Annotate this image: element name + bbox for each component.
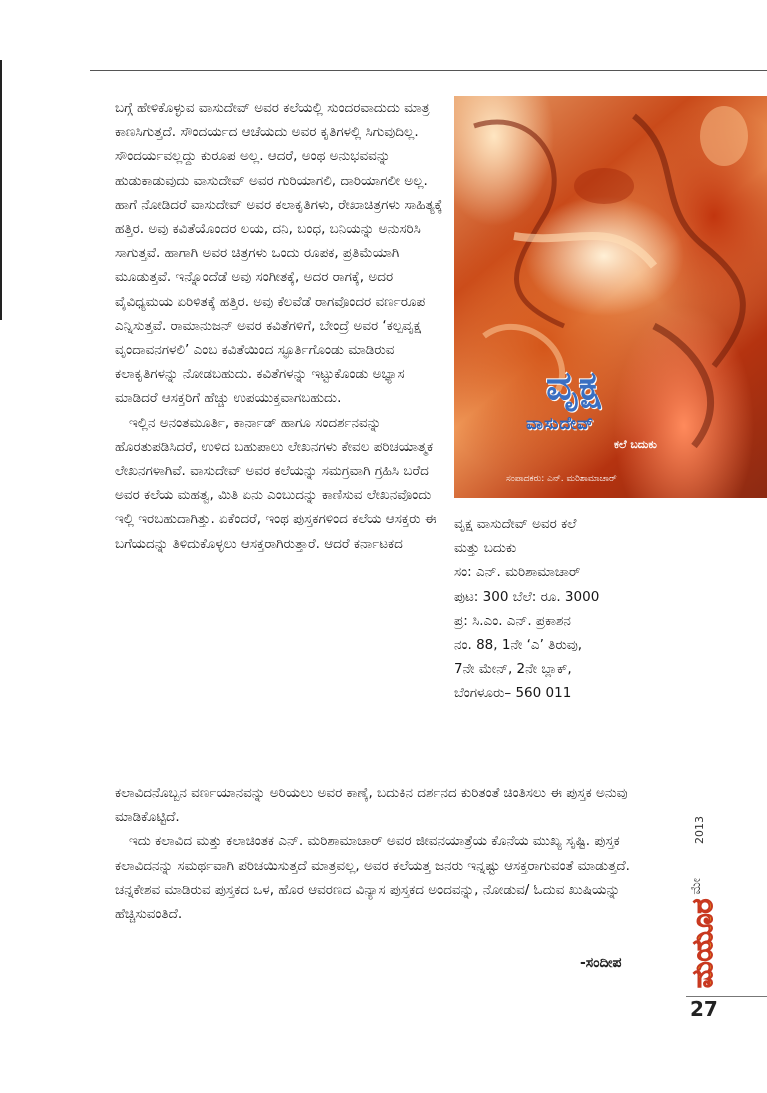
author-signature: -ಸಂದೀಪ: [580, 955, 622, 971]
page-edge-mark: [0, 60, 2, 320]
book-address-line-1: ನಂ. 88, 1ನೇ ‘ಎ’ ತಿರುವು,: [454, 637, 583, 654]
top-divider: [90, 70, 767, 71]
article-paragraph-3: ಕಲಾವಿದನೊಬ್ಬನ ವರ್ಣಯಾನವನ್ನು ಅರಿಯಲು ಅವರ ಕಾಣ್ಕೆ, ಬದುಕಿನ ದರ್ಶನದ ಕುರಿತಂತೆ ಚಿಂತಿಸಲು ಈ ಪುಸ್ತಕ ಅನುವು ಮಾಡಿಕೊಟ್ಟಿದೆ.: [115, 785, 628, 826]
cover-title: ವೃಕ್ಷ: [546, 362, 601, 409]
book-details: [454, 512, 704, 706]
book-pages-price: ಪುಟ: 300 ಬೆಲೆ: ರೂ. 3000: [454, 588, 600, 605]
book-address-line-2: 7ನೇ ಮೇನ್, 2ನೇ ಬ್ಲಾಕ್,: [454, 661, 572, 678]
book-title-line-2: ಮತ್ತು ಬದುಕು: [454, 540, 517, 557]
article-paragraph-2: ಇಲ್ಲಿನ ಅನಂತಮೂರ್ತಿ, ಕಾರ್ನಾಡ್ ಹಾಗೂ ಸಂದರ್ಶನವನ್ನು ಹೊರತುಪಡಿಸಿದರೆ, ಉಳಿದ ಬಹುಪಾಲು ಲೇಖನಗಳು ಕೇವಲ ಪರಿಚಯಾತ್ಮಕ ಲೇಖನಗಳಾಗಿವೆ. ವಾಸುದೇವ್ ಅವರ ಕಲೆಯನ್ನು ಸಮಗ್ರವಾಗಿ ಗ್ರಹಿಸಿ ಬರೆದ ಅವರ ಕಲೆಯ ಮಹತ್ವ, ಮಿತಿ ಏನು ಎಂಬುದನ್ನು ಕಾಣಿಸುವ ಲೇಖನವೊಂದು ಇಲ್ಲಿ ಇರಬಹುದಾಗಿತ್ತು. ಏಕೆಂದರೆ, ಇಂಥ ಪುಸ್ತಕಗಳಿಂದ ಕಲೆಯ ಆಸಕ್ತರು ಈ ಬಗೆಯದನ್ನು ತಿಳಿದುಕೊಳ್ಳಲು ಆಸಕ್ತರಾಗಿರುತ್ತಾರೆ. ಆದರೆ ಕರ್ನಾಟಕದ: [115, 414, 437, 552]
book-cover-image: [454, 96, 767, 498]
cover-editor: ಸಂಪಾದಕರು: ಎನ್. ಮರಿಶಾಮಾಚಾರ್: [506, 474, 617, 484]
book-address-line-3: ಬೆಂಗಳೂರು– 560 011: [454, 685, 572, 702]
book-title-line-1: ವೃಕ್ಷ ವಾಸುದೇವ್ ಅವರ ಕಲೆ: [454, 516, 577, 532]
page-number: 27: [690, 997, 718, 1021]
issue-month: ಮೇ: [689, 878, 704, 895]
book-editor: ಸಂ: ಎನ್. ಮರಿಶಾಮಾಚಾರ್: [454, 564, 581, 581]
book-publisher: ಪ್ರ: ಸಿ.ಎಂ. ಎನ್. ಪ್ರಕಾಶನ: [454, 612, 571, 629]
cover-tagline: ಕಲೆ ಬದುಕು: [614, 438, 657, 451]
article-wide-section: [115, 781, 660, 926]
issue-year: 2013: [693, 816, 706, 844]
cover-artwork: [454, 96, 767, 498]
article-paragraph-4: ಇದು ಕಲಾವಿದ ಮತ್ತು ಕಲಾಚಿಂತಕ ಎನ್. ಮರಿಶಾಮಾಚಾರ್ ಅವರ ಜೀವನಯಾತ್ರೆಯ ಕೊನೆಯ ಮುಖ್ಯ ಸೃಷ್ಟಿ. ಪುಸ್ತಕ ಕಲಾವಿದನನ್ನು ಸಮರ್ಥವಾಗಿ ಪರಿಚಯಿಸುತ್ತದೆ ಮಾತ್ರವಲ್ಲ, ಅವರ ಕಲೆಯತ್ತ ಜನರು ಇನ್ನಷ್ಟು ಆಸಕ್ತರಾಗುವಂತೆ ಮಾಡುತ್ತದೆ. ಚನ್ನಕೇಶವ ಮಾಡಿರುವ ಪುಸ್ತಕದ ಒಳ, ಹೊರ ಆವರಣದ ವಿನ್ಯಾಸ ಪುಸ್ತಕದ ಅಂದವನ್ನು, ನೋಡುವ/ ಓದುವ ಖುಷಿಯನ್ನು ಹೆಚ್ಚಿಸುವಂತಿದೆ.: [115, 833, 630, 923]
article-column: [115, 96, 448, 556]
article-paragraph-1: ಬಗ್ಗೆ ಹೇಳಿಕೊಳ್ಳುವ ವಾಸುದೇವ್ ಅವರ ಕಲೆಯಲ್ಲಿ ಸುಂದರವಾದುದು ಮಾತ್ರ ಕಾಣಸಿಗುತ್ತದೆ. ಸೌಂದರ್ಯದ ಆಚೆಯದು ಅವರ ಕೃತಿಗಳಲ್ಲಿ ಸಿಗುವುದಿಲ್ಲ. ಸೌಂದರ್ಯವಲ್ಲದ್ದು ಕುರೂಪ ಅಲ್ಲ. ಆದರೆ, ಅಂಥ ಅನುಭವವನ್ನು ಹುಡುಕಾಡುವುದು ವಾಸುದೇವ್ ಅವರ ಗುರಿಯಾಗಲಿ, ದಾರಿಯಾಗಲೀ ಅಲ್ಲ. ಹಾಗೆ ನೋಡಿದರೆ ವಾಸುದೇವ್ ಅವರ ಕಲಾಕೃತಿಗಳು, ರೇಖಾಚಿತ್ರಗಳು ಸಾಹಿತ್ಯಕ್ಕೆ ಹತ್ತಿರ. ಅವು ಕವಿತೆಯೊಂದರ ಲಯ, ದನಿ, ಬಂಧ, ಬನಿಯನ್ನು ಅನುಸರಿಸಿ ಸಾಗುತ್ತವೆ. ಹಾಗಾಗಿ ಅವರ ಚಿತ್ರಗಳು ಒಂದು ರೂಪಕ, ಪ್ರತಿಮೆಯಾಗಿ ಮೂಡುತ್ತವೆ. ಇನ್ನೊಂದೆಡೆ ಅವು ಸಂಗೀತಕ್ಕೆ, ಅದರ ರಾಗಕ್ಕೆ, ಅದರ ವೈವಿಧ್ಯಮಯ ಏರಿಳಿತಕ್ಕೆ ಹತ್ತಿರ. ಅವು ಕೆಲವೆಡೆ ರಾಗವೊಂದರ ವರ್ಣರೂಪ ಎನ್ನಿಸುತ್ತವೆ. ರಾಮಾನುಜನ್ ಅವರ ಕವಿತೆಗಳಿಗೆ, ಬೇಂದ್ರೆ ಅವರ ‘ಕಲ್ಪವೃಕ್ಷ ವೃಂದಾವನಗಳಲಿ’ ಎಂಬ ಕವಿತೆಯಿಂದ ಸ್ಫೂರ್ತಿಗೊಂಡು ಮಾಡಿರುವ ಕಲಾಕೃತಿಗಳನ್ನು ನೋಡಬಹುದು. ಕವಿತೆಗಳನ್ನು ಇಟ್ಟುಕೊಂಡು ಅಭ್ಯಾಸ ಮಾಡಿದರೆ ಆಸಕ್ತರಿಗೆ ಹೆಚ್ಚು ಉಪಯುಕ್ತವಾಗಬಹುದು.: [115, 100, 443, 407]
cover-subtitle: ವಾಸುದೇವ್: [526, 414, 595, 434]
magazine-logo: ಮಯೂರ: [686, 898, 719, 988]
